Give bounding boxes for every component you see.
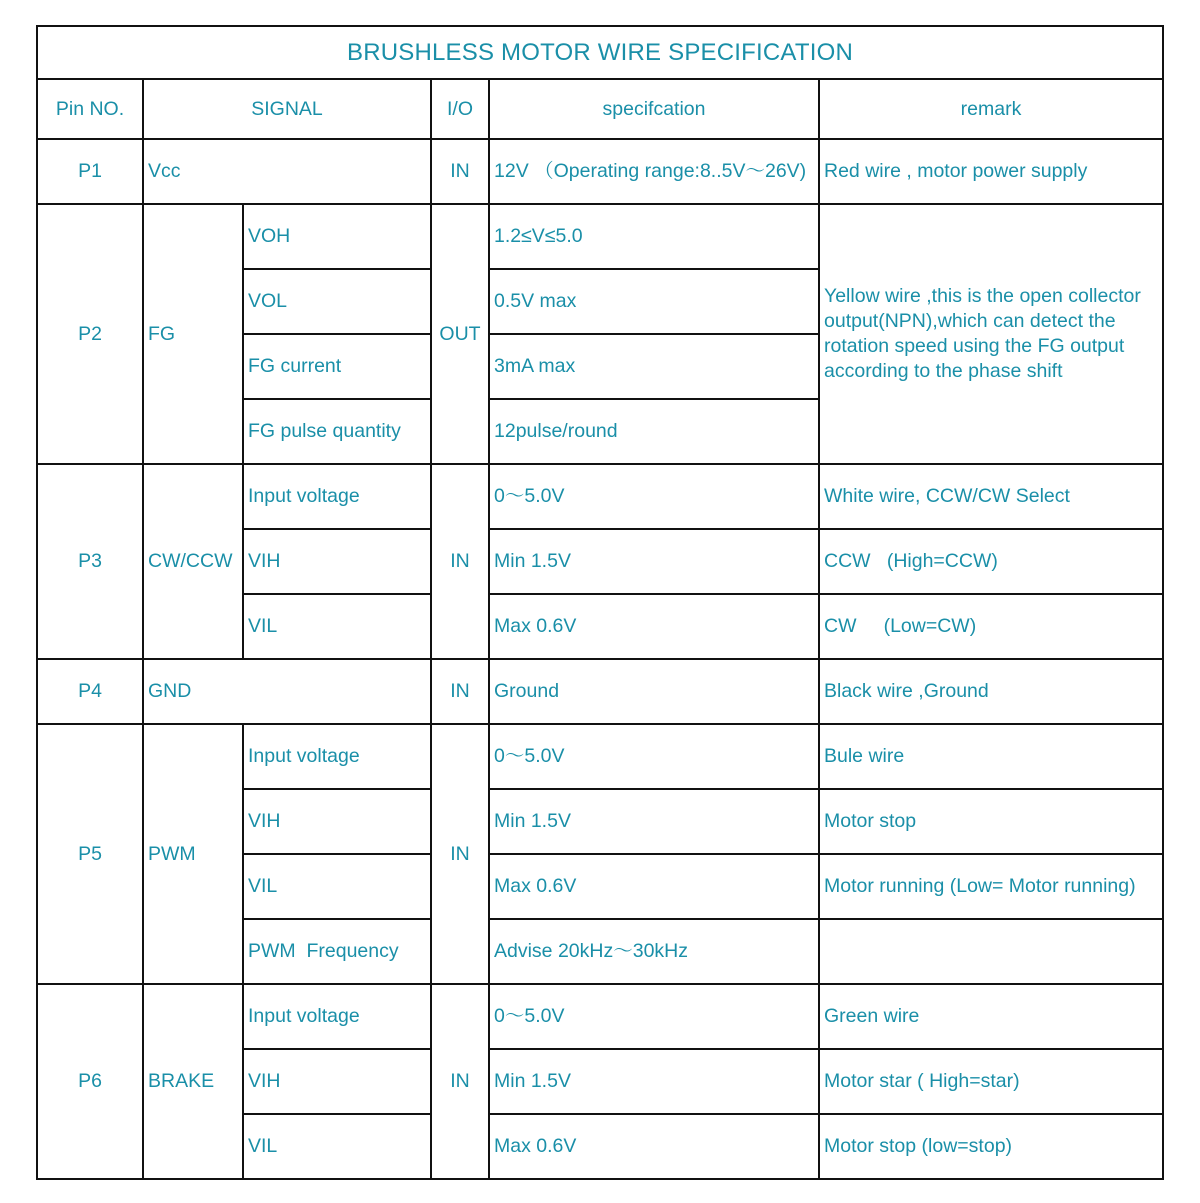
remark-p5-input: Bule wire: [819, 724, 1163, 789]
remark-p4: Black wire ,Ground: [819, 659, 1163, 724]
io-p4: IN: [431, 659, 489, 724]
table-row-p5-input: [37, 724, 1163, 789]
io-p6: IN: [431, 984, 489, 1179]
signal-p1: Vcc: [143, 139, 431, 204]
pin-p3: P3: [37, 464, 143, 659]
remark-p3-vih: CCW (High=CCW): [819, 529, 1163, 594]
header-row: [37, 79, 1163, 139]
table-row-p2-voh: [37, 204, 1163, 269]
remark-p6-vih: Motor star ( High=star): [819, 1049, 1163, 1114]
sub-signal-p3-vil: VIL: [243, 594, 431, 659]
spec-p3-vih: Min 1.5V: [489, 529, 819, 594]
spec-p3-vil: Max 0.6V: [489, 594, 819, 659]
pin-p2: P2: [37, 204, 143, 464]
motor-wire-spec-table: [36, 25, 1164, 1180]
spec-p5-pwm-frequency: Advise 20kHz～30kHz: [489, 919, 819, 984]
sub-signal-p6-input: Input voltage: [243, 984, 431, 1049]
spec-p2-voh: 1.2≤V≤5.0: [489, 204, 819, 269]
sub-signal-p5-pwm-frequency: PWM Frequency: [243, 919, 431, 984]
spec-p4: Ground: [489, 659, 819, 724]
spec-p5-input: 0～5.0V: [489, 724, 819, 789]
remark-p6-input: Green wire: [819, 984, 1163, 1049]
spec-p2-fg-current: 3mA max: [489, 334, 819, 399]
pin-p4: P4: [37, 659, 143, 724]
header-specification: specifcation: [489, 79, 819, 139]
sub-signal-p3-vih: VIH: [243, 529, 431, 594]
title-row: [37, 26, 1163, 79]
sub-signal-p6-vih: VIH: [243, 1049, 431, 1114]
sub-signal-p2-vol: VOL: [243, 269, 431, 334]
table-row-p3-input: [37, 464, 1163, 529]
pin-p5: P5: [37, 724, 143, 984]
spec-p6-input: 0～5.0V: [489, 984, 819, 1049]
signal-p5: PWM: [143, 724, 243, 984]
signal-p4: GND: [143, 659, 431, 724]
table-title: BRUSHLESS MOTOR WIRE SPECIFICATION: [37, 26, 1163, 79]
sub-signal-p2-fg-pulse: FG pulse quantity: [243, 399, 431, 464]
spec-p1: 12V （Operating range:8..5V～26V): [489, 139, 819, 204]
table-row-p1: [37, 139, 1163, 204]
spec-p3-input: 0～5.0V: [489, 464, 819, 529]
remark-p5-pwm-frequency: [819, 919, 1163, 984]
table-row-p4: [37, 659, 1163, 724]
spec-p6-vih: Min 1.5V: [489, 1049, 819, 1114]
pin-p1: P1: [37, 139, 143, 204]
sub-signal-p6-vil: VIL: [243, 1114, 431, 1179]
spec-p2-fg-pulse: 12pulse/round: [489, 399, 819, 464]
io-p5: IN: [431, 724, 489, 984]
spec-p5-vih: Min 1.5V: [489, 789, 819, 854]
spec-p5-vil: Max 0.6V: [489, 854, 819, 919]
header-io: I/O: [431, 79, 489, 139]
spec-p2-vol: 0.5V max: [489, 269, 819, 334]
sub-signal-p2-fg-current: FG current: [243, 334, 431, 399]
remark-p3-vil: CW (Low=CW): [819, 594, 1163, 659]
header-remark: remark: [819, 79, 1163, 139]
remark-p3-input: White wire, CCW/CW Select: [819, 464, 1163, 529]
sub-signal-p5-vil: VIL: [243, 854, 431, 919]
io-p3: IN: [431, 464, 489, 659]
spec-p6-vil: Max 0.6V: [489, 1114, 819, 1179]
remark-p1: Red wire , motor power supply: [819, 139, 1163, 204]
table-row-p6-input: [37, 984, 1163, 1049]
signal-p3: CW/CCW: [143, 464, 243, 659]
remark-p5-vil: Motor running (Low= Motor running): [819, 854, 1163, 919]
io-p2: OUT: [431, 204, 489, 464]
signal-p6: BRAKE: [143, 984, 243, 1179]
sub-signal-p2-voh: VOH: [243, 204, 431, 269]
remark-p2: Yellow wire ,this is the open collector output(NPN),which can detect the rotation speed using the FG output according to the phase shift: [819, 204, 1163, 464]
header-pin-no: Pin NO.: [37, 79, 143, 139]
pin-p6: P6: [37, 984, 143, 1179]
remark-p5-vih: Motor stop: [819, 789, 1163, 854]
signal-p2: FG: [143, 204, 243, 464]
header-signal: SIGNAL: [143, 79, 431, 139]
remark-p6-vil: Motor stop (low=stop): [819, 1114, 1163, 1179]
sub-signal-p5-input: Input voltage: [243, 724, 431, 789]
io-p1: IN: [431, 139, 489, 204]
sub-signal-p3-input: Input voltage: [243, 464, 431, 529]
sub-signal-p5-vih: VIH: [243, 789, 431, 854]
